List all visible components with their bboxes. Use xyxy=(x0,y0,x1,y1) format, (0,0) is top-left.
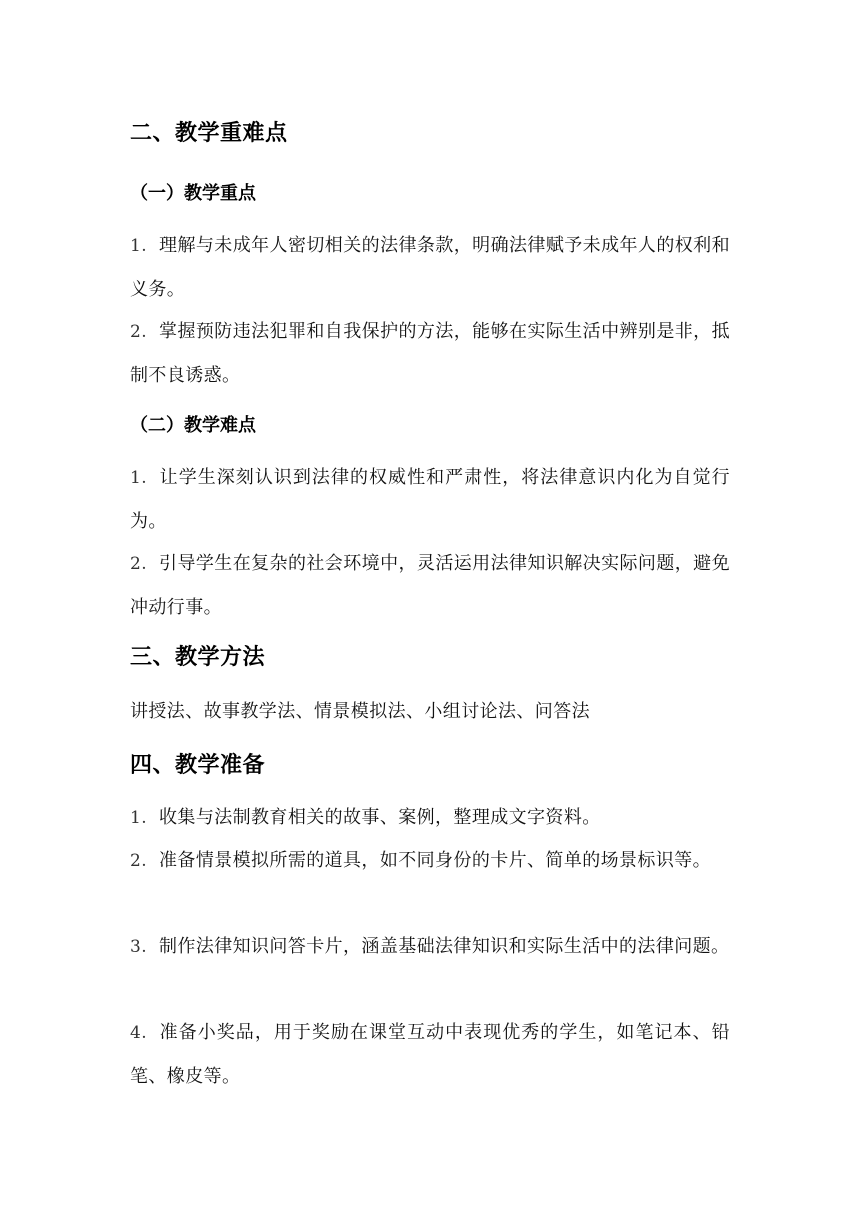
list-item-text: 准备情景模拟所需的道具，如不同身份的卡片、简单的场景标识等。 xyxy=(159,850,712,871)
subsection-heading-difficult-points: （二）教学难点 xyxy=(130,415,256,436)
list-item-text: 让学生深刻认识到法律的权威性和严肃性，将法律意识内化为自觉行为。 xyxy=(130,467,730,532)
list-item xyxy=(130,224,730,311)
section-heading-teaching-methods: 三、教学方法 xyxy=(130,645,266,670)
list-item-number: 1. xyxy=(130,468,148,488)
list-item-text: 引导学生在复杂的社会环境中，灵活运用法律知识解决实际问题，避免冲动行事。 xyxy=(130,553,730,618)
teaching-methods-text: 讲授法、故事教学法、情景模拟法、小组讨论法、问答法 xyxy=(130,701,590,722)
list-item xyxy=(130,925,730,969)
list-item-number: 2. xyxy=(130,851,148,871)
section-heading-teaching-key-difficult-points: 二、教学重难点 xyxy=(130,121,288,146)
list-item xyxy=(130,456,730,543)
list-item xyxy=(130,839,730,883)
list-item-text: 收集与法制教育相关的故事、案例，整理成文字资料。 xyxy=(159,807,601,828)
list-item xyxy=(130,542,730,629)
list-item-number: 1. xyxy=(130,236,148,256)
subsection-heading-key-points: （一）教学重点 xyxy=(130,183,256,204)
list-item-text: 掌握预防违法犯罪和自我保护的方法，能够在实际生活中辨别是非，抵制不良诱惑。 xyxy=(130,321,730,386)
section-heading-teaching-preparation: 四、教学准备 xyxy=(130,753,266,778)
list-item xyxy=(130,1011,730,1098)
list-item-text: 准备小奖品，用于奖励在课堂互动中表现优秀的学生，如笔记本、铅笔、橡皮等。 xyxy=(130,1022,730,1087)
list-item-text: 理解与未成年人密切相关的法律条款，明确法律赋予未成年人的权利和义务。 xyxy=(130,235,730,300)
list-item-number: 2. xyxy=(130,322,148,342)
list-item xyxy=(130,310,730,397)
list-item-number: 3. xyxy=(130,937,148,957)
list-item-text: 制作法律知识问答卡片，涵盖基础法律知识和实际生活中的法律问题。 xyxy=(159,936,730,957)
list-item xyxy=(130,796,730,840)
list-item-number: 2. xyxy=(130,554,148,574)
list-item-number: 4. xyxy=(130,1023,148,1043)
list-item-number: 1. xyxy=(130,808,148,828)
